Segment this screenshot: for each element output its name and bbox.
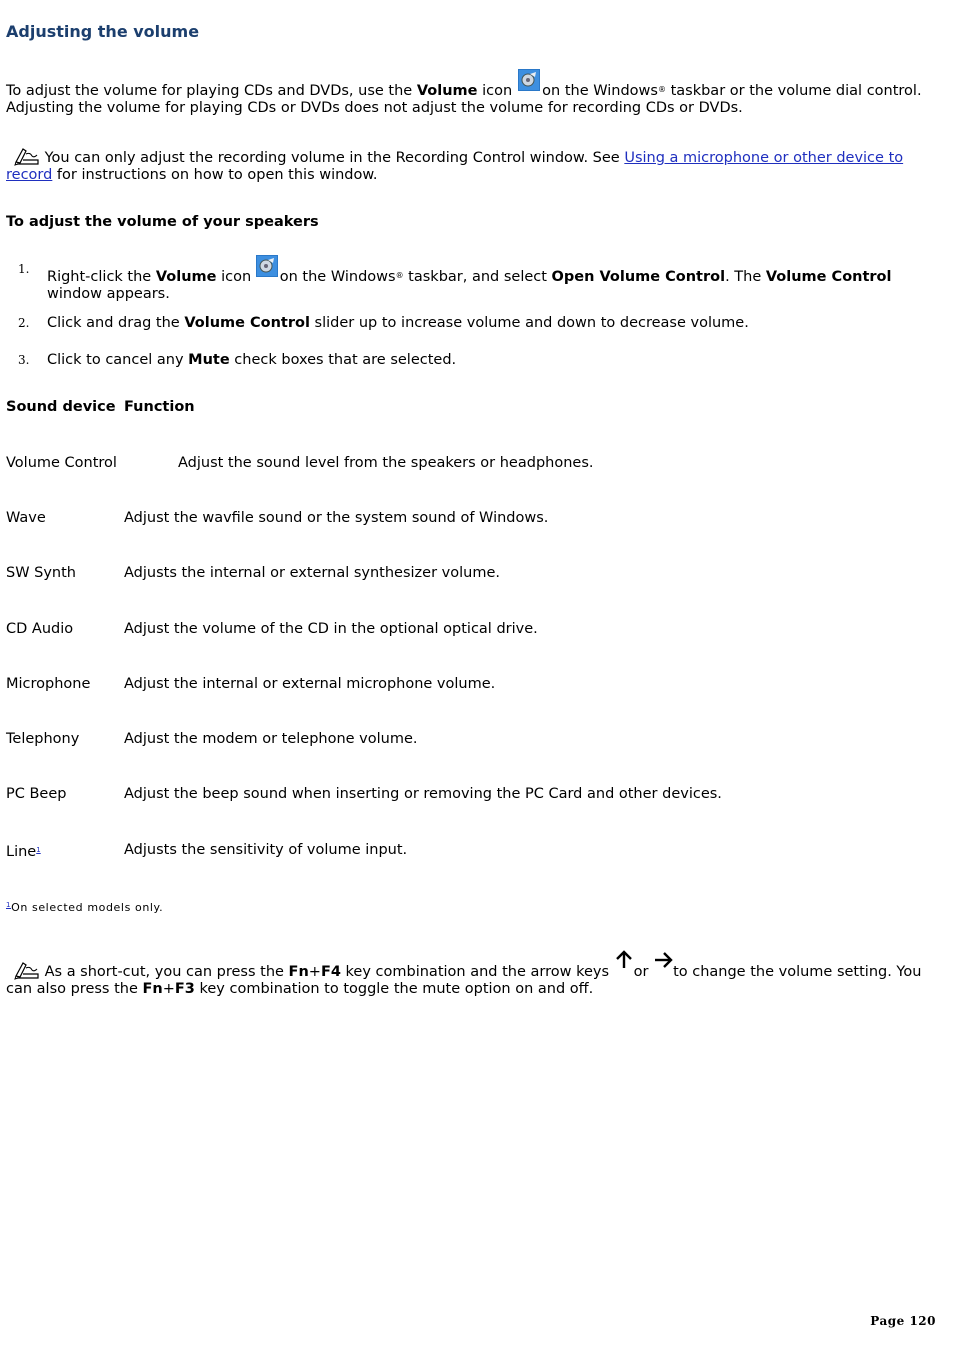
note-shortcut-text: to change the volume setting. You can also press the bbox=[6, 964, 922, 997]
table-row bbox=[6, 510, 936, 528]
footnote-link[interactable]: 1 bbox=[36, 846, 41, 854]
volume-control-bold: Volume Control bbox=[184, 315, 310, 331]
volume-icon bbox=[256, 255, 278, 277]
mute-bold: Mute bbox=[188, 352, 230, 368]
open-volume-control-bold: Open Volume Control bbox=[551, 269, 726, 285]
page-number: Page 120 bbox=[870, 1314, 936, 1328]
fn-key: Fn bbox=[288, 964, 309, 980]
intro-paragraph bbox=[6, 75, 940, 117]
volume-bold: Volume bbox=[155, 269, 217, 285]
device-function: Adjusts the internal or external synthesizer volume. bbox=[124, 565, 500, 581]
step-text: . The bbox=[725, 269, 766, 285]
registered-mark: ® bbox=[657, 85, 666, 94]
device-function: Adjust the modem or telephone volume. bbox=[124, 731, 418, 747]
volume-bold: Volume bbox=[416, 83, 478, 99]
microphone-help-link[interactable]: Using a microphone or other device to record bbox=[6, 150, 904, 183]
device-name: SW Synth bbox=[6, 565, 77, 581]
table-row bbox=[6, 455, 936, 473]
step-text: taskbar, and select bbox=[403, 269, 552, 285]
device-name: Telephony bbox=[6, 731, 80, 747]
table-row bbox=[6, 786, 936, 804]
arrow-up-icon bbox=[614, 950, 634, 970]
plus-sign: + bbox=[162, 981, 175, 997]
step-text: icon bbox=[216, 269, 256, 285]
note-pencil-icon bbox=[14, 960, 40, 980]
note-pencil-icon bbox=[14, 146, 40, 166]
intro-text-windows: on the Windows bbox=[542, 83, 658, 99]
device-name bbox=[6, 842, 41, 861]
plus-sign: + bbox=[308, 964, 321, 980]
step-text: window appears. bbox=[47, 286, 170, 302]
arrow-right-icon bbox=[653, 950, 673, 970]
page-title: Adjusting the volume bbox=[6, 22, 200, 41]
note-shortcut bbox=[6, 956, 940, 998]
header-sound-device: Sound device bbox=[6, 399, 116, 415]
device-name: PC Beep bbox=[6, 786, 67, 802]
device-function: Adjust the sound level from the speakers or headphones. bbox=[178, 455, 594, 471]
step-text: on the Windows bbox=[279, 269, 396, 285]
volume-icon bbox=[518, 69, 540, 91]
footnote bbox=[6, 897, 163, 916]
intro-text: To adjust the volume for playing CDs and DVDs, use the bbox=[6, 83, 417, 99]
device-function: Adjust the beep sound when inserting or removing the PC Card and other devices. bbox=[124, 786, 722, 802]
footnote-text: On selected models only. bbox=[11, 901, 164, 914]
device-name: Microphone bbox=[6, 676, 91, 692]
note-recording-text: You can only adjust the recording volume in the Recording Control window. See bbox=[40, 150, 625, 166]
or-text: or bbox=[633, 964, 654, 980]
device-function: Adjust the volume of the CD in the optional optical drive. bbox=[124, 621, 538, 637]
device-function: Adjust the internal or external microphone volume. bbox=[124, 676, 496, 692]
f4-key: F4 bbox=[320, 964, 341, 980]
device-name: Volume Control bbox=[6, 455, 117, 471]
device-name-text: Line bbox=[6, 844, 37, 860]
header-function: Function bbox=[124, 399, 195, 415]
registered-mark: ® bbox=[395, 271, 404, 280]
f3-key: F3 bbox=[174, 981, 195, 997]
table-row bbox=[6, 621, 936, 639]
table-header bbox=[6, 399, 936, 417]
step-number: 3. bbox=[18, 353, 30, 367]
device-name: CD Audio bbox=[6, 621, 74, 637]
step-text: slider up to increase volume and down to decrease volume. bbox=[309, 315, 749, 331]
device-name: Wave bbox=[6, 510, 46, 526]
step-text: check boxes that are selected. bbox=[229, 352, 457, 368]
step-text: Right-click the bbox=[47, 269, 156, 285]
intro-text-rest: taskbar or the volume dial control. Adjusting the volume for playing CDs or DVDs does not adjust the volume for recording CDs or DVDs. bbox=[6, 83, 922, 116]
device-function: Adjusts the sensitivity of volume input. bbox=[124, 842, 408, 858]
note-shortcut-text: As a short-cut, you can press the bbox=[40, 964, 289, 980]
step-text: Click to cancel any bbox=[47, 352, 189, 368]
step-number: 1. bbox=[18, 262, 30, 276]
table-row bbox=[6, 565, 936, 583]
step-number: 2. bbox=[18, 316, 30, 330]
note-shortcut-text: key combination and the arrow keys bbox=[340, 964, 614, 980]
section-heading: To adjust the volume of your speakers bbox=[6, 214, 319, 230]
fn-key: Fn bbox=[142, 981, 163, 997]
device-function: Adjust the wavfile sound or the system sound of Windows. bbox=[124, 510, 549, 526]
step-text: Click and drag the bbox=[47, 315, 185, 331]
footnote-mark: 1 bbox=[6, 901, 12, 909]
volume-control-bold: Volume Control bbox=[765, 269, 892, 285]
note-recording-after: for instructions on how to open this window. bbox=[52, 167, 378, 183]
note-shortcut-text: key combination to toggle the mute option on and off. bbox=[194, 981, 594, 997]
intro-text-icon: icon bbox=[477, 83, 513, 99]
note-recording bbox=[6, 146, 940, 184]
table-row bbox=[6, 842, 936, 860]
table-row bbox=[6, 731, 936, 749]
table-row bbox=[6, 676, 936, 694]
